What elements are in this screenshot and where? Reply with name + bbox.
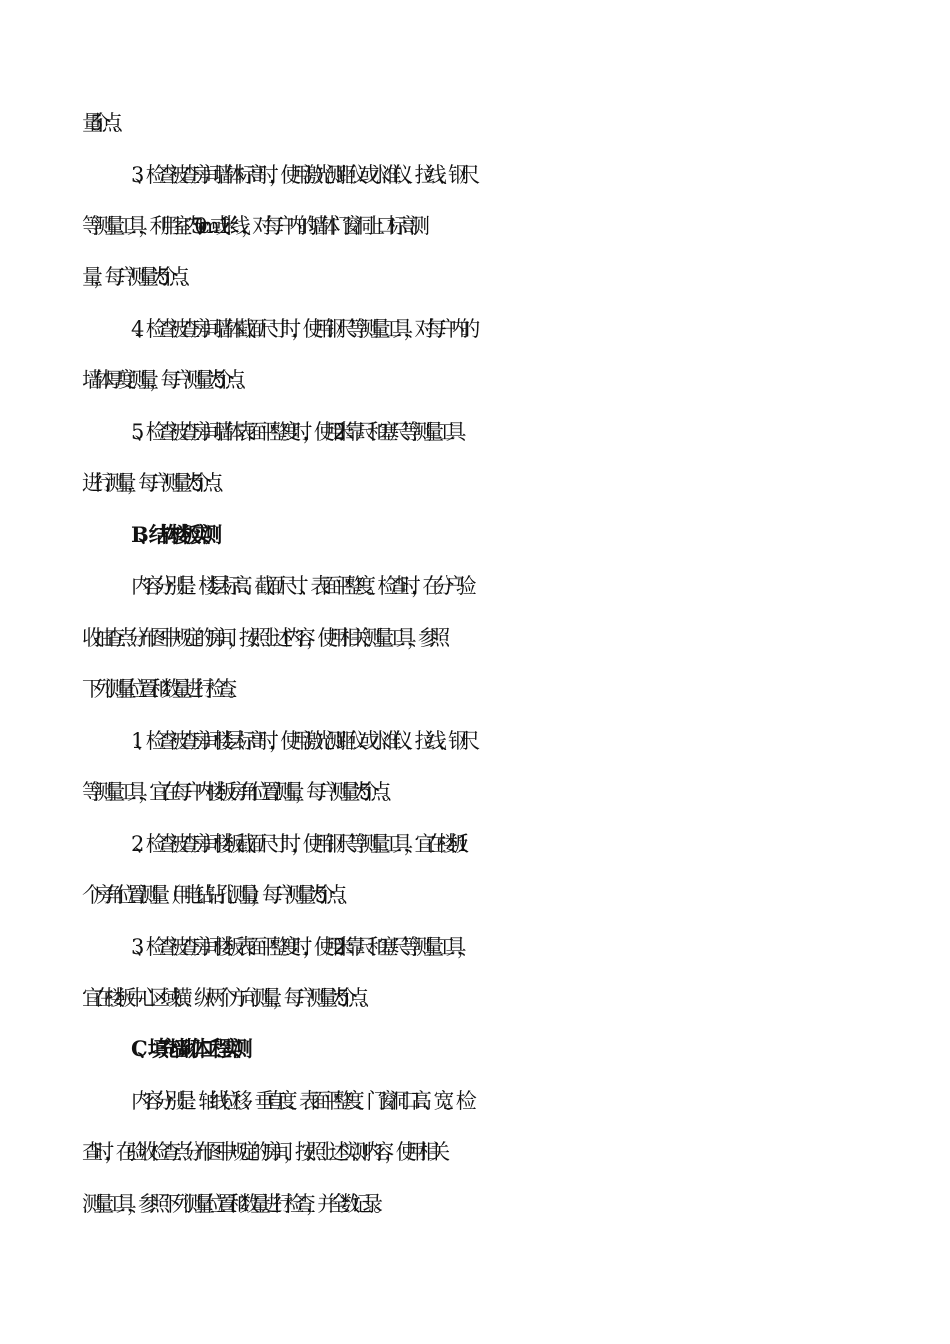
text-line: 内容分别是：楼层标高、截面尺寸、表面平整度。检查时，在分户验 (131, 574, 467, 598)
text-line: 进行测量，每户测量为 5 个点。 (82, 471, 225, 495)
text-line: 宜在楼板中心区域横、纵两个方向测量，每户测量为 5 个点。 (82, 986, 371, 1010)
text-line: 5、检查被查房间墙体表面平整度时，使用 2 米靠尺和塞尺等测量工具 (131, 420, 457, 444)
text-line: 个房角位置测量（用电钻钻孔测量），每户测量为 5 个点。 (82, 883, 349, 907)
text-line: 量 5 个点。 (82, 111, 125, 135)
section-heading-b: B、结构楼板实测 (131, 522, 212, 547)
text-line: 查时，在验收检查点分布图中规定的房间，按照上述实测内容，使用相关 (82, 1140, 441, 1164)
text-line: 内容分别是：轴线位移、垂直度、表面平整度、门窗洞口高、宽。检 (131, 1089, 467, 1113)
text-line: 3、检查被查房间楼板表面平整度时，使用 2 米靠尺和塞尺等测量工具， (131, 935, 468, 959)
text-line: 1、检查被查房间楼层标高时，使用激光测距仪或水准仪、拉线、钢尺 (131, 729, 471, 753)
text-line: 测量工具，参照下列测量位置和数量进行检查，并全数记录。 (82, 1192, 385, 1216)
text-line: 4、检查被查房间墙体截面尺寸时，使用钢尺等测量工具，对每户内的 (131, 317, 471, 341)
text-line: 收抽查点分布图中规定的房间，按照上述内容，使用相关测量工具，参照 (82, 626, 441, 650)
section-heading-c: C、填充墙砌体工程实测 (131, 1036, 243, 1061)
text-line: 等测量工具，宜在每户内楼板房角位置测量，每户测量为 5 个点。 (82, 780, 393, 804)
text-line: 2、检查被查房间楼板截面尺寸时，使用钢尺等测量工具，宜在楼板 1 (131, 832, 460, 856)
text-line: 3、检查被查房间墙体标高时，使用激光测距仪或水准仪、拉线、钢尺 (131, 163, 471, 187)
text-line: 等测量工具，利用室内 50cm或 1 米线，对每户内的墙体门窗洞上口标高测 (82, 214, 421, 238)
text-line: 墙体厚度测量，每户测量为 5 个点。 (82, 368, 248, 392)
text-line: 量，每户测量为 5 个点。 (82, 265, 192, 289)
text-line: 下列测量位置和数量进行检查。 (82, 677, 239, 701)
